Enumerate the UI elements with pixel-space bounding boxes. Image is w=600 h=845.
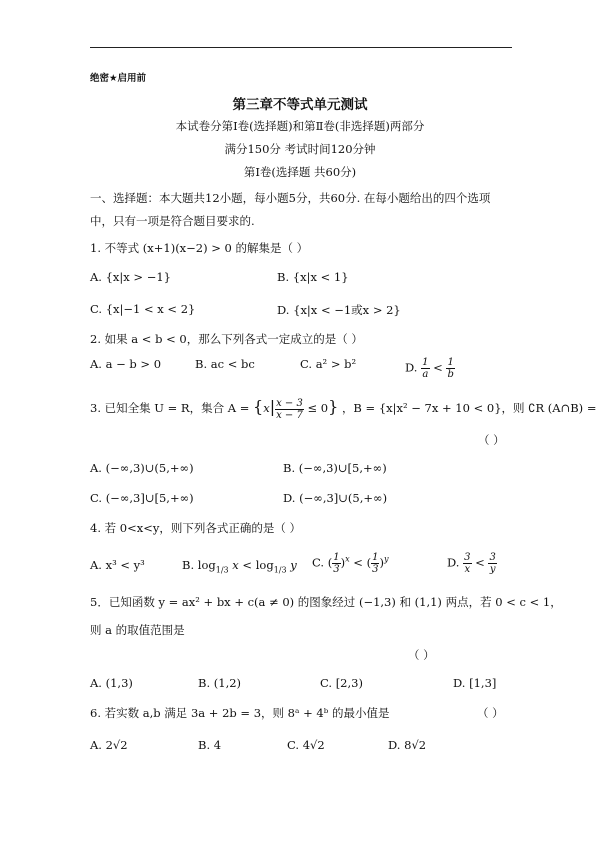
q3-option-c: C. (−∞,3]∪[5,+∞) bbox=[90, 491, 194, 505]
q4-option-d-label: D. bbox=[447, 555, 460, 570]
section-intro-line-1: 一、选择题：本大题共12小题，每小题5分，共60分. 在每小题给出的四个选项 bbox=[90, 191, 491, 205]
q4-option-a: A. x³ < y³ bbox=[90, 558, 145, 572]
q3-set-a-bar: | bbox=[269, 397, 276, 416]
q4-option-b-label: B. bbox=[182, 558, 195, 572]
q1-option-b: B. {x|x < 1} bbox=[277, 270, 349, 284]
question-4-stem: 4. 若 0<x<y，则下列各式正确的是（ ） bbox=[90, 521, 302, 535]
q3-stem-suffix: ，B = {x|x² − 7x + 10 < 0}，则 ∁R (A∩B) = bbox=[341, 401, 597, 415]
q2-option-d-label: D. bbox=[405, 360, 418, 375]
q5-option-b: B. (1,2) bbox=[198, 676, 242, 690]
question-6-stem: 6. 若实数 a,b 满足 3a + 2b = 3，则 8ᵃ + 4ᵇ 的最小值是 bbox=[90, 706, 390, 720]
q6-option-b: B. 4 bbox=[198, 738, 222, 752]
question-5-stem-line-1: 5．已知函数 y = ax² + bx + c(a ≠ 0) 的图象经过 (−1,3) 和 (1,1) 两点，若 0 < c < 1， bbox=[90, 595, 562, 609]
q5-answer-paren: （ ） bbox=[408, 648, 435, 662]
q3-set-a-expression: { bbox=[253, 397, 264, 416]
q4-c-fraction-left: $\frac{1}{3}$ bbox=[333, 552, 340, 575]
q6-option-a: A. 2√2 bbox=[90, 738, 128, 752]
section-intro-line-2: 中，只有一项是符合题目要求的. bbox=[90, 214, 255, 228]
q3-stem-prefix: 3. 已知全集 U = R，集合 A = bbox=[90, 401, 250, 415]
question-2-stem: 2. 如果 a < b < 0，那么下列各式一定成立的是（ ） bbox=[90, 332, 363, 346]
q3-set-a-condition: ≤ 0 bbox=[303, 401, 329, 415]
q3-set-a-fraction: $\frac{x - 3}{x - 7}$ bbox=[276, 397, 303, 421]
q2-option-a: A. a − b > 0 bbox=[90, 357, 162, 371]
question-1-stem: 1. 不等式 (x+1)(x−2) > 0 的解集是（ ） bbox=[90, 241, 309, 255]
question-5-stem-line-2: 则 a 的取值范围是 bbox=[90, 623, 185, 637]
q3-option-a: A. (−∞,3)∪(5,+∞) bbox=[90, 461, 194, 475]
q6-answer-paren: （ ） bbox=[477, 706, 504, 720]
q4-option-c-label: C. bbox=[312, 555, 325, 570]
q4-option-c: C. ( $\frac{1}{3}$ )$^x$ < ( $\frac{1}{3}$ )$^y$ bbox=[312, 552, 389, 575]
q2-fraction-1-over-b: $\frac{1}{b}$ bbox=[447, 357, 454, 380]
q6-option-d: D. 8√2 bbox=[388, 738, 427, 752]
q2-less-than-symbol: < bbox=[433, 360, 443, 375]
q2-fraction-1-over-a: $\frac{1}{a}$ bbox=[422, 357, 429, 380]
q2-option-b: B. ac < bc bbox=[195, 357, 255, 371]
q3-set-a-close: } bbox=[328, 397, 339, 416]
q3-option-b: B. (−∞,3)∪[5,+∞) bbox=[283, 461, 387, 475]
q2-option-c: C. a² > b² bbox=[300, 357, 357, 371]
q2-option-d bbox=[405, 357, 455, 380]
info-line-1: 本试卷分第Ⅰ卷(选择题)和第Ⅱ卷(非选择题)两部分 bbox=[175, 119, 425, 133]
q6-option-c: C. 4√2 bbox=[287, 738, 325, 752]
q5-option-c: C. [2,3) bbox=[320, 676, 363, 690]
q1-option-a: A. {x|x > −1} bbox=[90, 270, 171, 284]
q4-c-fraction-right: $\frac{1}{3}$ bbox=[372, 552, 379, 575]
q3-answer-paren: （ ） bbox=[478, 433, 505, 447]
q4-d-fraction-left: $\frac{3}{x}$ bbox=[464, 552, 471, 575]
q1-option-c: C. {x|−1 < x < 2} bbox=[90, 302, 196, 316]
exam-title: 第三章不等式单元测试 bbox=[232, 97, 368, 113]
q4-d-fraction-right: $\frac{3}{y}$ bbox=[489, 552, 496, 575]
q5-option-d: D. [1,3] bbox=[453, 676, 497, 690]
q4-option-d: D. $\frac{3}{x}$ < $\frac{3}{y}$ bbox=[447, 552, 496, 575]
header-rule bbox=[90, 47, 512, 48]
part1-heading: 第Ⅰ卷(选择题 共60分) bbox=[243, 165, 357, 179]
info-line-2: 满分150分 考试时间120分钟 bbox=[224, 142, 376, 156]
q5-option-a: A. (1,3) bbox=[90, 676, 133, 690]
q1-option-d: D. {x|x < −1或x > 2} bbox=[277, 303, 401, 317]
secret-label: 绝密★启用前 bbox=[90, 73, 147, 84]
q3-option-d: D. (−∞,3]∪(5,+∞) bbox=[283, 491, 388, 505]
question-3-stem bbox=[90, 397, 596, 421]
q4-option-b: B. $\log_{1/3} x < \log_{1/3} y$ bbox=[182, 558, 297, 575]
q3-set-a-variable: x bbox=[263, 401, 270, 415]
